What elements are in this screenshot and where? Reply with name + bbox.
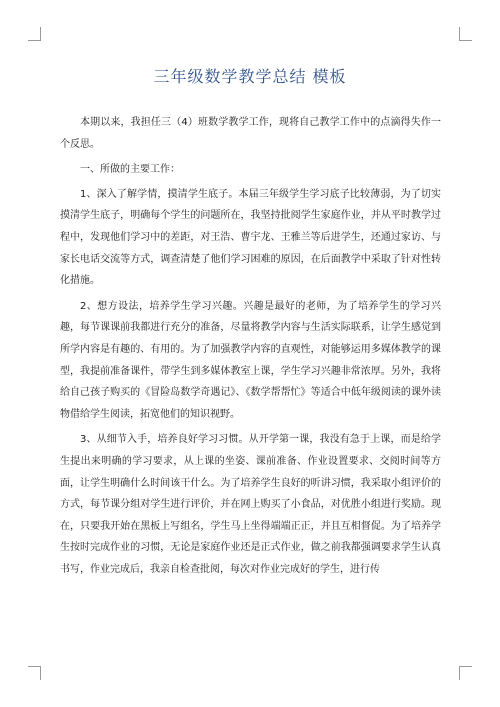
crop-mark-top-right — [459, 27, 460, 41]
crop-mark-top-right — [459, 40, 472, 41]
section-heading: 一、所做的主要工作： — [80, 164, 180, 176]
crop-mark-top-left — [40, 27, 41, 41]
document-title: 三年级数学教学总结 模板 — [153, 67, 347, 86]
intro-paragraph: 本期以来，我担任三（4）班数学教学工作，现将自己教学工作中的点滴得失作一个反思。 — [60, 117, 441, 150]
document-body — [60, 112, 441, 584]
body-paragraph: 1、深入了解学情，摸清学生底子。本届三年级学生学习底子比较薄弱，为了切实摸清学生底子，明确每个学生的问题所在，我坚持批阅学生家庭作业，并从平时教学过程中，发现他们学习中的差距，对王浩、曹宇龙、王雅兰等后进学生，还通过家访、与家长电话交流等方式，调查清楚了他们学习困难的原因，在后面教学中采取了针对性转化措施。 — [60, 188, 441, 287]
crop-mark-bottom-right — [459, 666, 460, 680]
body-paragraph: 2、想方设法，培养学生学习兴趣。兴趣是最好的老师，为了培养学生的学习兴趣，每节课课前我都进行充分的准备，尽量将教学内容与生活实际联系，让学生感觉到所学内容是有趣的、有用的。为了加强教学内容的直观性，对能够运用多媒体教学的课型，我提前准备课件，带学生到多媒体教室上课，学生学习兴趣非常浓厚。另外，我将给自己孩子购买的《冒险岛数学奇遇记》、《数学帮帮忙》等适合中低年级阅读的课外读物借给学生阅读，拓宽他们的知识视野。 — [60, 300, 441, 420]
body-paragraph: 3、从细节入手，培养良好学习习惯。从开学第一课，我没有急于上课，而是给学生提出来明确的学习要求，从上课的坐姿、课前准备、作业设置要求、交阅时间等方面，让学生明确什么时间该干什么。为了培养学生良好的听讲习惯，我采取小组评价的方式，每节课分组对学生进行评价，并在网上购买了小食品，对优胜小组进行奖励。现在，只要我开始在黑板上写组名，学生马上坐得端端正正，并且互相督促。为了培养学生按时完成作业的习惯，无论是家庭作业还是正式作业，做之前我都强调要求学生认真书写，作业完成后，我亲自检查批阅，每次对作业完成好的学生，进行传 — [60, 434, 441, 575]
crop-mark-bottom-left — [40, 666, 41, 680]
crop-mark-bottom-right — [459, 666, 472, 667]
